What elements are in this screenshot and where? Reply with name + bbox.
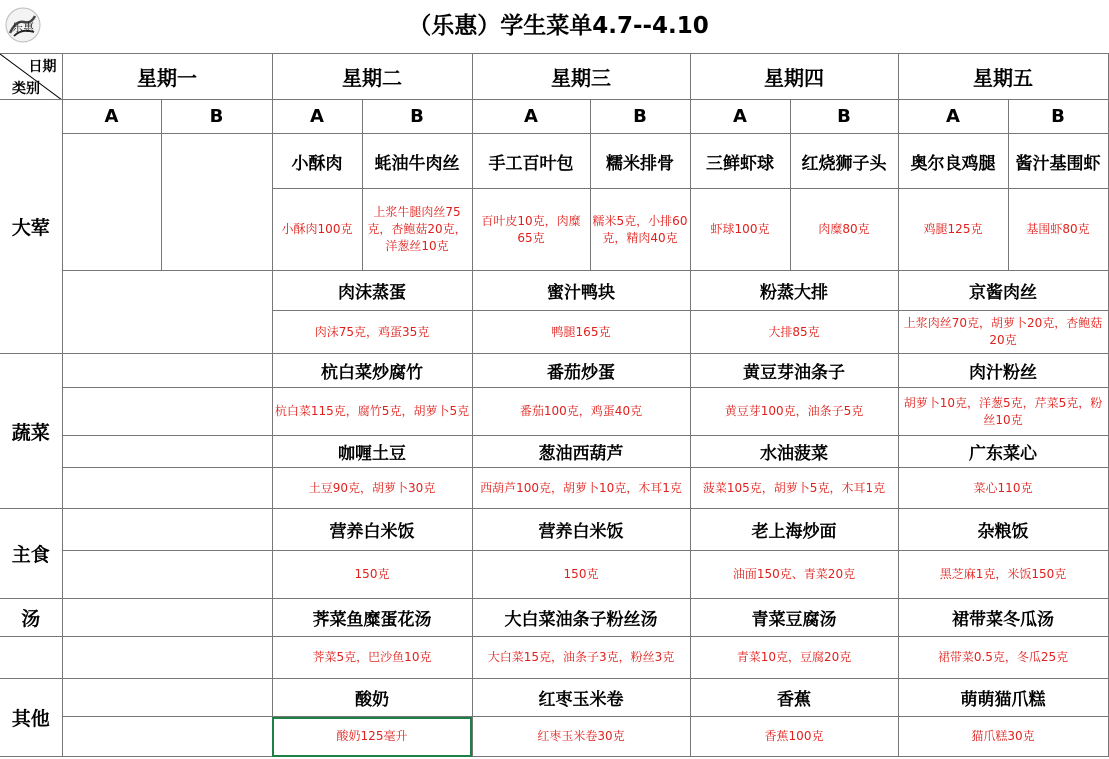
empty-cell[interactable] [62,637,272,679]
dish-cell[interactable]: 杂粮饭 [898,509,1108,551]
selected-ingredient-cell[interactable]: 酸奶125毫升 [272,717,472,757]
dish-cell[interactable]: 蜜汁鸭块 [472,271,690,311]
dish-cell[interactable]: 杭白菜炒腐竹 [272,354,472,388]
empty-cell[interactable] [62,388,272,436]
ingredient-cell[interactable]: 杭白菜115克，腐竹5克，胡萝卜5克 [272,388,472,436]
ingredient-cell[interactable]: 菜心110克 [898,468,1108,509]
ingredient-cell[interactable]: 荠菜5克，巴沙鱼10克 [272,637,472,679]
ingredient-cell[interactable]: 猫爪糕30克 [898,717,1108,757]
ab-label: A [898,100,1008,134]
ingredient-cell[interactable]: 西葫芦100克，胡萝卜10克，木耳1克 [472,468,690,509]
dish-cell[interactable]: 黄豆芽油条子 [690,354,898,388]
dish-cell[interactable]: 粉蒸大排 [690,271,898,311]
ingredient-cell[interactable]: 大排85克 [690,311,898,354]
ingredient-cell[interactable]: 红枣玉米卷30克 [472,717,690,757]
dish-cell[interactable]: 肉沫蒸蛋 [272,271,472,311]
empty-cell[interactable] [62,509,272,551]
dish-cell[interactable]: 荠菜鱼糜蛋花汤 [272,599,472,637]
ingredient-cell[interactable]: 番茄100克，鸡蛋40克 [472,388,690,436]
ingredient-cell[interactable] [362,189,472,271]
category-shucai: 蔬菜 [0,354,62,509]
empty-cell[interactable] [62,354,272,388]
dish-cell[interactable]: 奥尔良鸡腿 [898,134,1008,189]
dish-cell[interactable]: 广东菜心 [898,436,1108,468]
ingredient-cell[interactable]: 肉沫75克，鸡蛋35克 [272,311,472,354]
dish-cell[interactable]: 肉汁粉丝 [898,354,1108,388]
empty-cell[interactable] [161,134,272,271]
ingredient-cell[interactable]: 上浆肉丝70克，胡萝卜20克，杏鲍菇20克 [898,311,1108,354]
dish-cell[interactable]: 葱油西葫芦 [472,436,690,468]
dish-cell[interactable]: 红烧狮子头 [790,134,898,189]
ab-label: A [472,100,590,134]
dish-cell[interactable]: 酱汁基围虾 [1008,134,1108,189]
ingredient-cell[interactable]: 百叶皮10克，肉糜65克 [472,189,590,271]
corner-category-label: 类别 [12,81,40,97]
dish-cell[interactable]: 小酥肉 [272,134,362,189]
ab-label: B [161,100,272,134]
menu-table [0,53,1109,757]
ingredient-cell[interactable]: 菠菜105克，胡萝卜5克，木耳1克 [690,468,898,509]
ab-label: B [590,100,690,134]
empty-cell[interactable] [0,637,62,679]
category-qita: 其他 [0,679,62,757]
ingredient-cell[interactable]: 鸭腿165克 [472,311,690,354]
dish-cell[interactable]: 红枣玉米卷 [472,679,690,717]
header-corner [0,54,62,100]
day-header-thursday: 星期四 [690,54,898,100]
ab-label: A [272,100,362,134]
ingredient-cell[interactable]: 黑芝麻1克，米饭150克 [898,551,1108,599]
ingredient-cell[interactable]: 肉糜80克 [790,189,898,271]
empty-cell[interactable] [62,436,272,468]
day-header-monday: 星期一 [62,54,272,100]
empty-cell[interactable] [62,599,272,637]
ab-label: A [62,100,161,134]
empty-cell[interactable] [62,551,272,599]
page-title: （乐惠）学生菜单4.7--4.10 [408,13,709,39]
dish-cell[interactable]: 老上海炒面 [690,509,898,551]
ingredient-cell[interactable]: 青菜10克，豆腐20克 [690,637,898,679]
ingredient-cell[interactable]: 土豆90克，胡萝卜30克 [272,468,472,509]
ingredient-cell[interactable]: 150克 [272,551,472,599]
dish-cell[interactable]: 裙带菜冬瓜汤 [898,599,1108,637]
dish-cell[interactable]: 营养白米饭 [472,509,690,551]
day-header-wednesday: 星期三 [472,54,690,100]
dish-cell[interactable]: 京酱肉丝 [898,271,1108,311]
empty-cell[interactable] [62,271,272,354]
ingredient-cell[interactable]: 香蕉100克 [690,717,898,757]
ingredient-cell[interactable]: 油面150克、青菜20克 [690,551,898,599]
ab-label: B [362,100,472,134]
category-tang: 汤 [0,599,62,637]
day-header-friday: 星期五 [898,54,1108,100]
ingredient-cell[interactable]: 裙带菜0.5克，冬瓜25克 [898,637,1108,679]
dish-cell[interactable]: 大白菜油条子粉丝汤 [472,599,690,637]
ingredient-cell[interactable]: 大白菜15克，油条子3克，粉丝3克 [472,637,690,679]
dish-cell[interactable]: 营养白米饭 [272,509,472,551]
dish-cell[interactable]: 手工百叶包 [472,134,590,189]
ingredient-cell[interactable]: 150克 [472,551,690,599]
svg-text:乐惠: 乐惠 [12,21,34,34]
dish-cell[interactable]: 三鲜虾球 [690,134,790,189]
category-dahun: 大荤 [0,100,62,354]
ab-label: A [690,100,790,134]
ingredient-cell[interactable]: 虾球100克 [690,189,790,271]
ab-label: B [1008,100,1108,134]
day-header-tuesday: 星期二 [272,54,472,100]
dish-cell[interactable]: 糯米排骨 [590,134,690,189]
dish-cell[interactable]: 番茄炒蛋 [472,354,690,388]
dish-cell[interactable]: 咖喱土豆 [272,436,472,468]
dish-cell[interactable]: 萌萌猫爪糕 [898,679,1108,717]
ingredient-cell[interactable]: 鸡腿125克 [898,189,1008,271]
ingredient-cell[interactable]: 基围虾80克 [1008,189,1108,271]
corner-date-label: 日期 [28,59,57,75]
ingredient-text: 上浆牛腿肉丝75克，杏鲍菇20克，洋葱丝10克 [367,205,467,253]
empty-cell[interactable] [62,468,272,509]
dish-cell[interactable]: 水油菠菜 [690,436,898,468]
dish-cell[interactable]: 香蕉 [690,679,898,717]
empty-cell[interactable] [62,679,272,717]
empty-cell[interactable] [62,717,272,757]
dish-cell[interactable]: 酸奶 [272,679,472,717]
ingredient-cell[interactable]: 黄豆芽100克，油条子5克 [690,388,898,436]
empty-cell[interactable] [62,134,161,271]
ingredient-cell[interactable]: 小酥肉100克 [272,189,362,271]
ab-label: B [790,100,898,134]
ingredient-cell[interactable]: 胡萝卜10克，洋葱5克，芹菜5克，粉丝10克 [898,388,1108,436]
dish-cell[interactable]: 蚝油牛肉丝 [362,134,472,189]
category-zhushi: 主食 [0,509,62,599]
dish-cell[interactable]: 青菜豆腐汤 [690,599,898,637]
ingredient-cell[interactable]: 糯米5克，小排60克，精肉40克 [590,189,690,271]
